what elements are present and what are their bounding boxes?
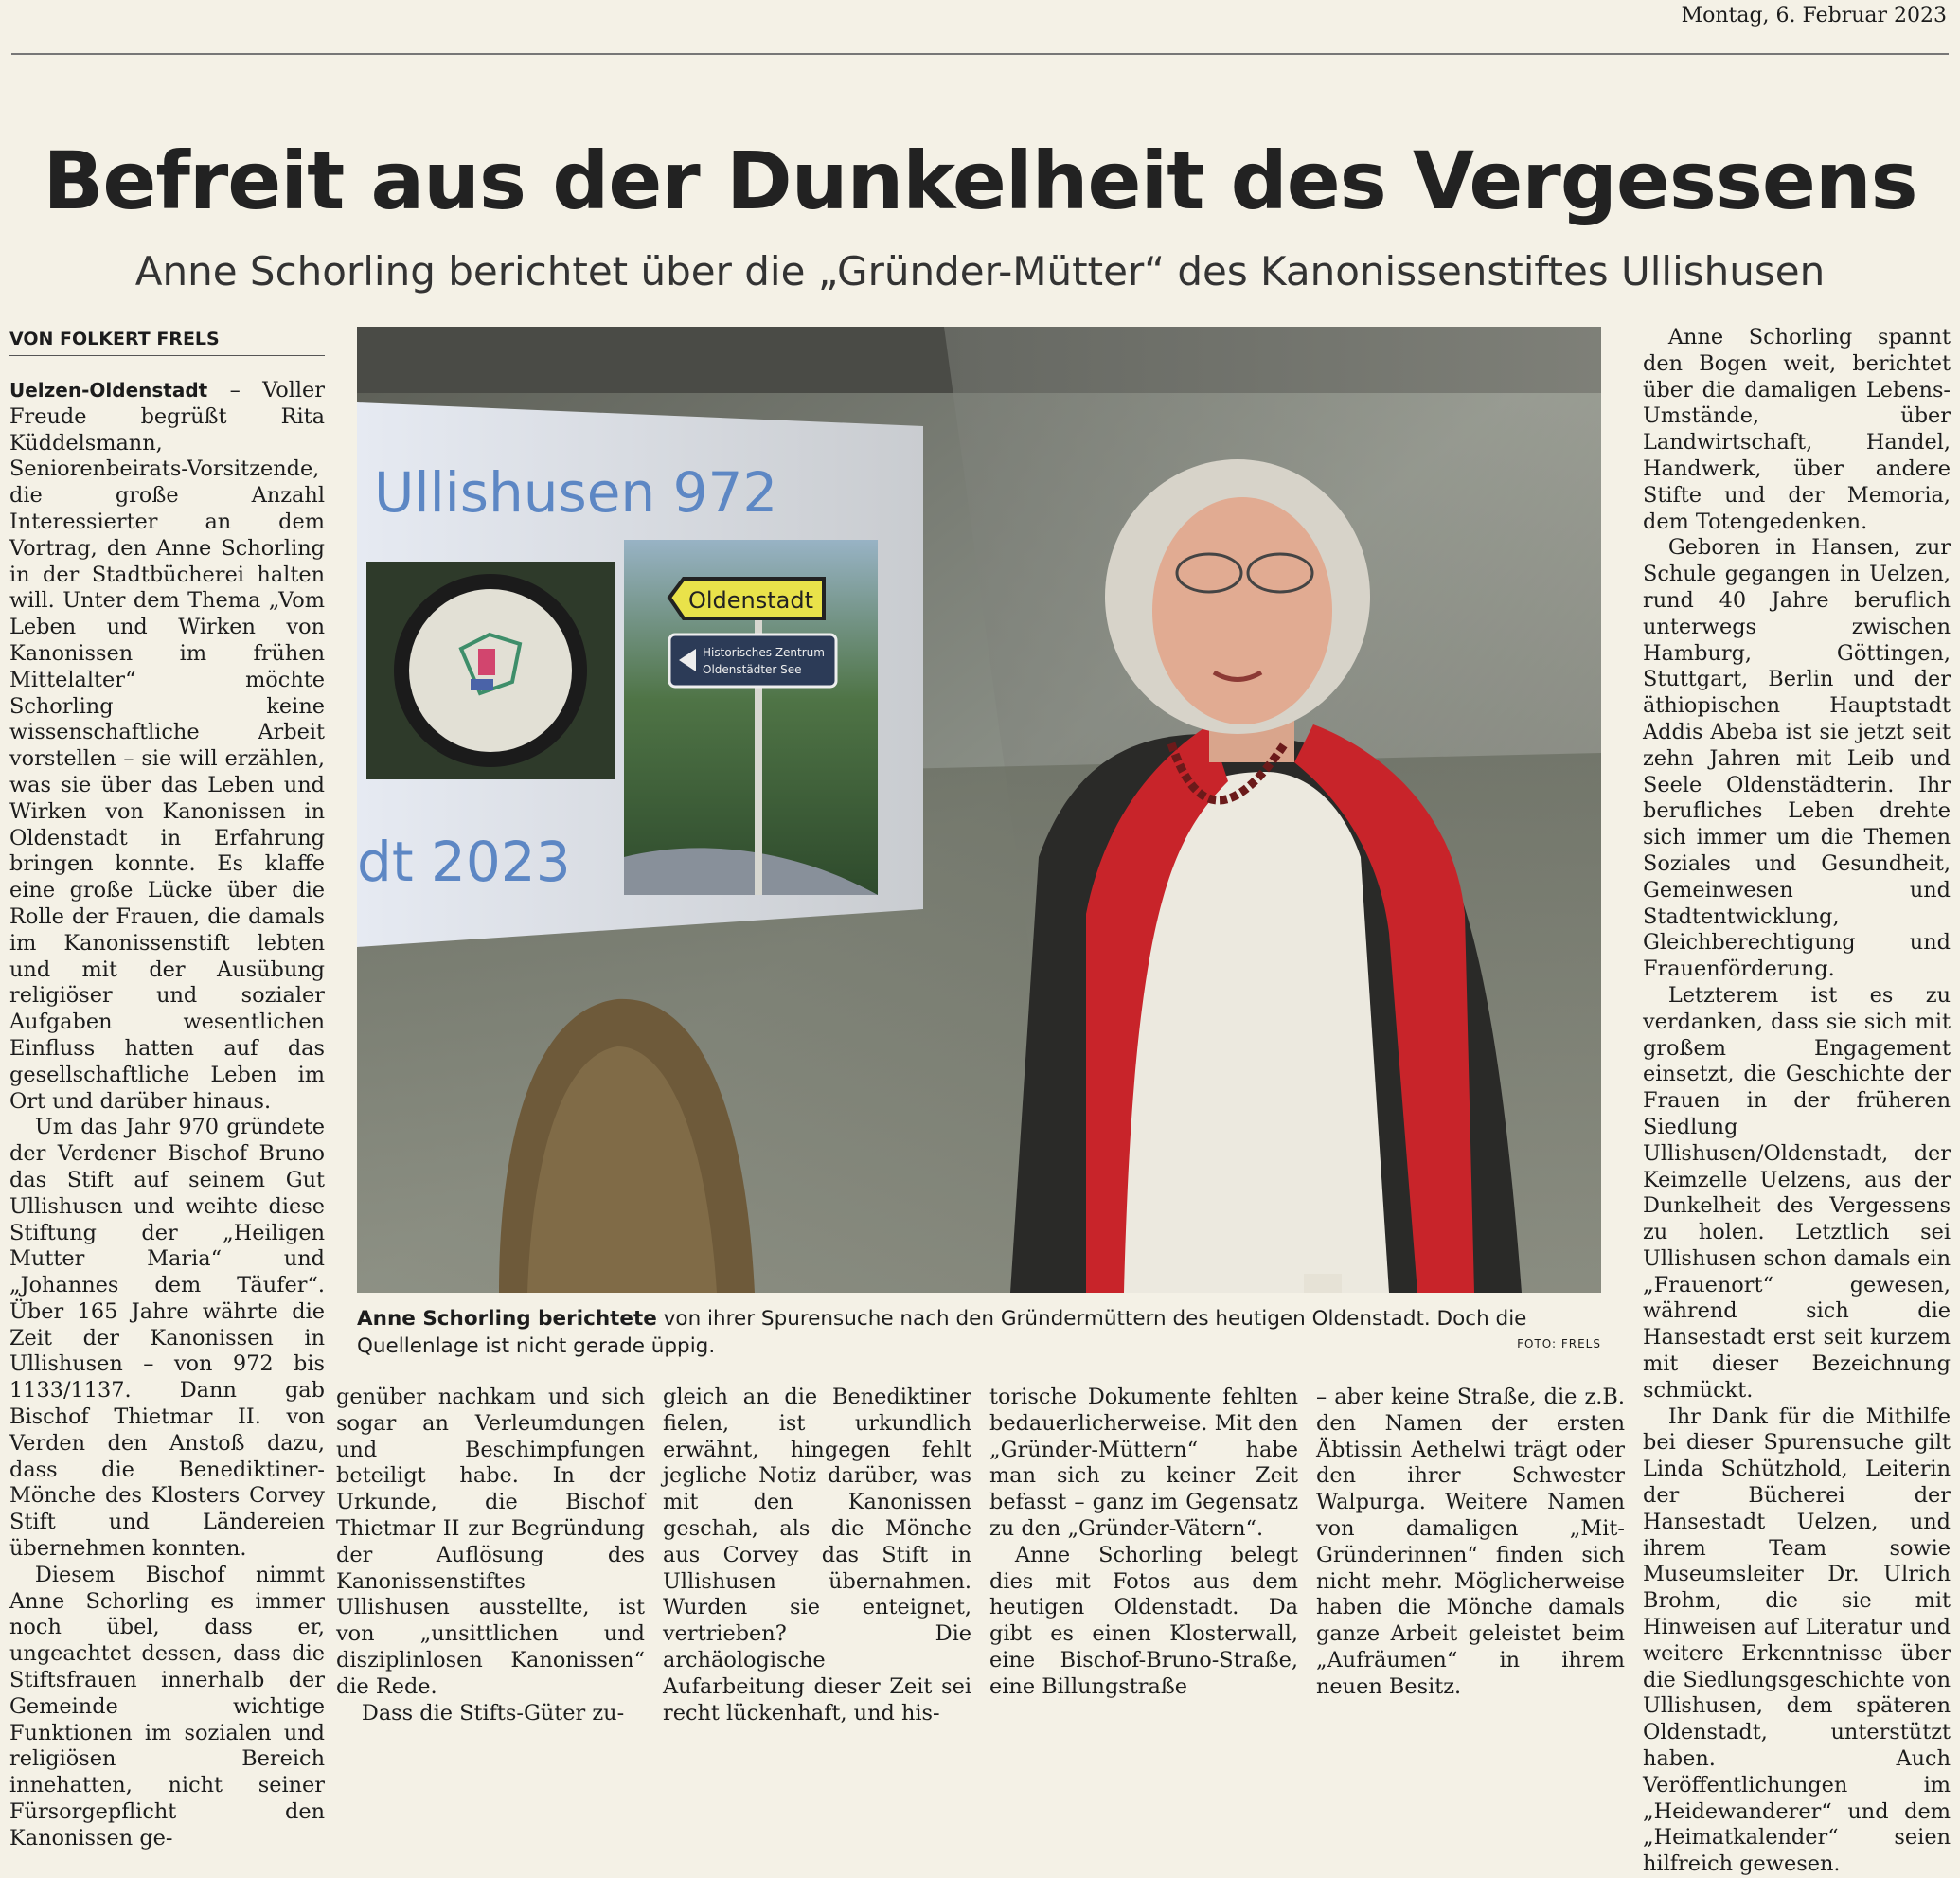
article-column-right — [1643, 325, 1951, 1877]
caption-text: von ihrer Spurensuche nach den Gründermüttern des heutigen Oldenstadt. Doch die Quellenlage ist nicht gerade üppig. — [357, 1307, 1527, 1358]
article-column-3 — [663, 1385, 971, 1726]
column-paragraph: torische Dokumente fehlten bedauerlicherweise. Mit den „Gründer-Müttern“ habe man sich zu keiner Zeit befasst – ganz im Gegensatz zu den „Gründer-Vätern“. — [989, 1385, 1298, 1541]
column-paragraph: Anne Schorling belegt dies mit Fotos aus dem heutigen Oldenstadt. Da gibt es einen Klosterwall, eine Bischof-Bruno-Straße, eine Billungstraße — [989, 1542, 1298, 1699]
column-paragraph: Letzterem ist es zu verdanken, dass sie sich mit großem Engagement einsetzt, die Geschichte der Frauen in der früheren Siedlung Ullishusen/Oldenstadt, der Keimzelle Uelzens, aus der Dunkelheit des Vergessens zu holen. Letztlich sei Ullishusen schon damals ein „Frauenort“ gewesen, während sich die Hansestadt erst seit kurzem mit dieser Bezeichnung schmückt. — [1643, 982, 1951, 1403]
photo-caption — [357, 1305, 1601, 1360]
article-column-5 — [1316, 1385, 1625, 1699]
article-column-4 — [989, 1385, 1298, 1699]
photo-credit: FOTO: FRELS — [1517, 1337, 1601, 1350]
headline: Befreit aus der Dunkelheit des Vergessens — [43, 134, 1917, 227]
column-paragraph: gleich an die Benediktiner fielen, ist urkundlich erwähnt, hingegen fehlt jegliche Notiz darüber, was mit den Kanonissen geschah, als die Mönche aus Corvey das Stift in Ullishusen übernahmen. Wurden sie enteignet, vertrieben? Die archäologische Aufarbeitung dieser Zeit sei recht lückenhaft, und his- — [663, 1385, 971, 1726]
slide-year: dt 2023 — [357, 830, 571, 894]
caption-lead: Anne Schorling berichtete — [357, 1307, 657, 1331]
byline: VON FOLKERT FRELS — [9, 329, 220, 349]
road-sign-line-2: Oldenstädter See — [703, 663, 802, 676]
column-paragraph: Diesem Bischof nimmt Anne Schorling es immer noch übel, dass er, ungeachtet dessen, dass die Stiftsfrauen innerhalb der Gemeinde wichtige Funktionen im sozialen und religiösen Bereich innehatten, nicht seiner Fürsorgepflicht den Kanonissen ge- — [9, 1562, 325, 1851]
dateline-location: Uelzen-Oldenstadt — [9, 379, 208, 402]
slide-coin-image — [366, 562, 615, 779]
slide-road-sign-image — [624, 540, 878, 895]
article-column-1 — [9, 378, 325, 1851]
slide-title: Ullishusen 972 — [374, 460, 778, 525]
header-rule — [11, 53, 1949, 55]
column-paragraph: Dass die Stifts-Güter zu- — [361, 1700, 625, 1726]
column-paragraph: Ihr Dank für die Mithilfe bei dieser Spurensuche gilt Linda Schützhold, Leiterin der Bücherei der Hansestadt Uelzen, und ihrem Team sowie Museumsleiter Dr. Ulrich Brohm, die sie mit Hinweisen auf Literatur und weitere Erkenntnisse über die Siedlungsgeschichte von Ullishusen, dem späteren Oldenstadt, unterstützt haben. Auch Veröffentlichungen im „Heidewanderer“ und dem „Heimatkalender“ seien hilfreich gewesen. — [1643, 1404, 1951, 1877]
column-paragraph: – aber keine Straße, die z.B. den Namen der ersten Äbtissin Aethelwi trägt oder den ihrer Schwester Walpurga. Weitere Namen von damaligen „Mit-Gründerinnen“ finden sich nicht mehr. Möglicherweise haben die Mönche damals ganze Arbeit geleistet beim „Aufräumen“ in ihrem neuen Besitz. — [1316, 1385, 1625, 1699]
article-column-2 — [336, 1385, 645, 1726]
column-paragraph — [9, 378, 325, 1115]
article-photo — [357, 327, 1601, 1293]
column-paragraph: genüber nachkam und sich sogar an Verleumdungen und Beschimpfungen beteiligt habe. In der Urkunde, die Bischof Thietmar II zur Begründung der Auflösung des Kanonissenstiftes Ullishusen ausstellte, ist von „unsittlichen und disziplinlosen Kanonissen“ die Rede. — [336, 1385, 645, 1699]
issue-date: Montag, 6. Februar 2023 — [1681, 4, 1947, 27]
byline-rule — [9, 355, 325, 356]
column-paragraph: Um das Jahr 970 gründete der Verdener Bischof Bruno das Stift auf seinem Gut Ullishusen und weihte diese Stiftung der „Heiligen Mutter Maria“ und „Johannes dem Täufer“. Über 165 Jahre währte die Zeit der Kanonissen in Ullishusen – von 972 bis 1133/1137. Dann gab Bischof Thietmar II. von Verden den Anstoß dazu, dass die Benediktiner-Mönche des Klosters Corvey Stift und Ländereien übernehmen konnten. — [9, 1115, 325, 1562]
column-paragraph: Geboren in Hansen, zur Schule gegangen in Uelzen, rund 40 Jahre beruflich unterwegs zwischen Hamburg, Göttingen, Stuttgart, Berlin und der äthiopischen Hauptstadt Addis Abeba ist sie jetzt seit zehn Jahren mit Leib und Seele Oldenstädterin. Ihr berufliches Leben drehte sich immer um die Themen Soziales und Gesundheit, Gemeinwesen und Stadtentwicklung, Gleichberechtigung und Frauenförderung. — [1643, 535, 1951, 982]
subheadline: Anne Schorling berichtet über die „Gründer-Mütter“ des Kanonissenstiftes Ullishusen — [134, 248, 1826, 295]
road-sign-text: Oldenstadt — [688, 587, 814, 614]
column-paragraph: Anne Schorling spannt den Bogen weit, berichtet über die damaligen Lebens-Umstände, über Landwirtschaft, Handel, Handwerk, über andere Stifte und der Memoria, dem Totengedenken. — [1643, 325, 1951, 534]
paragraph-text: – Voller Freude begrüßt Rita Küddelsmann, Seniorenbeirats-Vorsitzende, die große Anzahl Interessierter an dem Vortrag, den Anne Schorling in der Stadtbücherei halten will. Unter dem Thema „Vom Leben und Wirken von Kanonissen im frühen Mittelalter“ möchte Schorling keine wissenschaftliche Arbeit vorstellen – sie will erzählen, was sie über das Leben und Wirken von Kanonissen in Oldenstadt in Erfahrung bringen konnte. Es klaffe eine große Lücke über die Rolle der Frauen, die damals im Kanonissenstift lebten und mit der Ausübung religiöser und sozialer Aufgaben wesentlichen Einfluss hatten auf das gesellschaftliche Leben im Ort und darüber hinaus. — [9, 378, 325, 1114]
road-sign-line-1: Historisches Zentrum — [703, 646, 825, 659]
